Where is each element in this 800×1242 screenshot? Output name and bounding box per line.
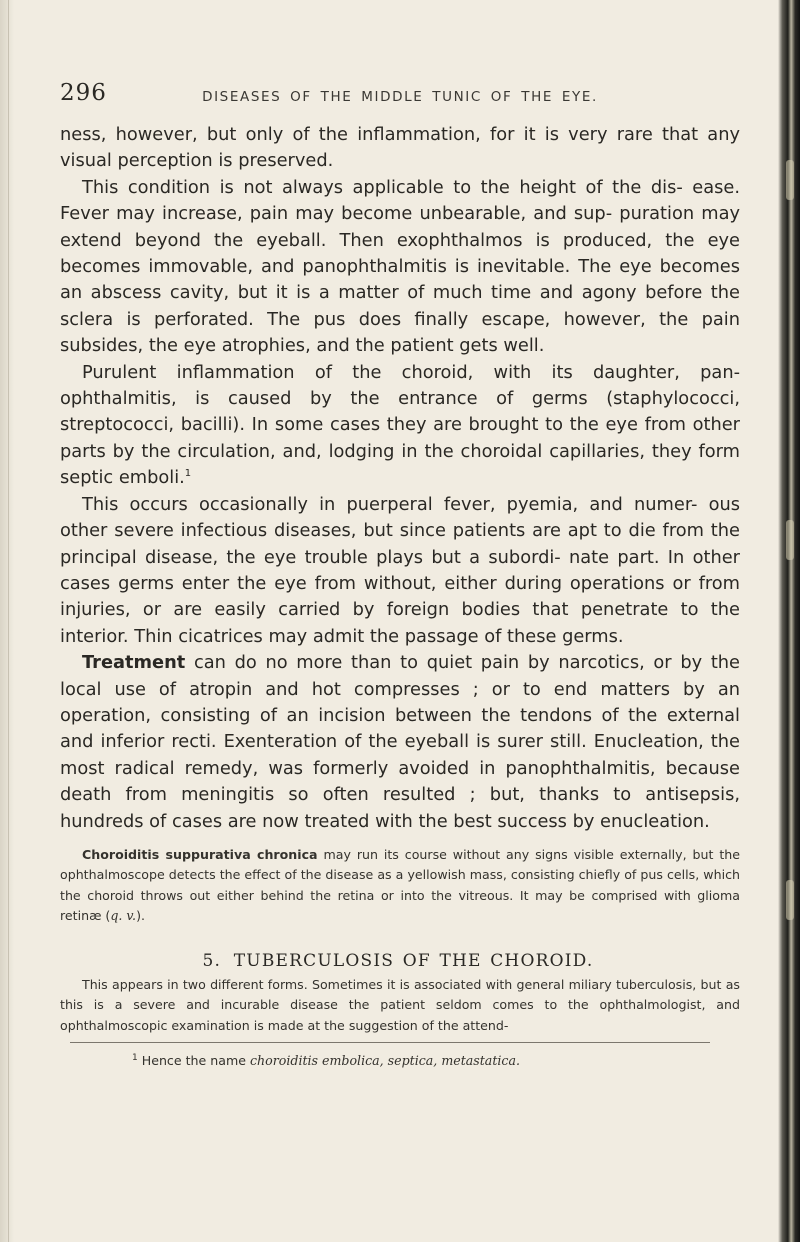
gutter-rule <box>8 0 9 1242</box>
paragraph-text: can do no more than to quiet pain by narcotics, or by the local use of atropin and hot compresses ; or to end matters by an operation, consisting of an incision between the tendons of the external and inferior recti. Exenteration of the eyeball is surer still. Enucleation, the most radical remedy, was formerly avoided in panophthalmitis, because death from meningitis so often resulted ; but, thanks to antisepsis, hundreds of cases are now treated with the best success by enucleation. <box>60 652 740 832</box>
page-left-edge <box>0 0 14 1242</box>
running-title: DISEASES OF THE MIDDLE TUNIC OF THE EYE. <box>202 89 598 105</box>
paragraph-text: This occurs occasionally in puerperal fever, pyemia, and numer- ous other severe infectious diseases, but since patients are apt to die from the principal disease, the eye trouble plays but a subordi- nate part. In other cases germs enter the eye from without, either during operations or from injuries, or are easily carried by foreign bodies that penetrate to the interior. Thin cicatrices may admit the passage of these germs. <box>60 493 740 647</box>
paragraph-tuberculosis <box>60 975 740 1037</box>
footnote <box>60 1051 740 1071</box>
footnote-rule <box>70 1042 710 1043</box>
paragraph-purulent-inflammation <box>60 360 740 492</box>
footnote-reference: 1 <box>184 468 192 480</box>
paragraph-text: Purulent inflammation of the choroid, with its daughter, pan- ophthalmitis, is caused by the entrance of germs (staphylococci, streptococci, bacilli). In some cases they are brought to the eye from other parts by the circulation, and, lodging in the choroidal capillaries, they form septic emboli. <box>60 361 740 489</box>
book-page <box>60 80 740 1071</box>
paragraph-lead: Treatment <box>82 652 186 674</box>
paragraph-text: may run its course without any signs visible externally, but the ophthalmoscope detects the effect of the disease as a yellowish mass, consisting chiefly of pus cells, which the choroid throws out either behind the retina or into the vitreous. It may be comprised with glioma retinæ ( <box>60 846 740 924</box>
paragraph-text: ). <box>136 908 145 924</box>
edge-speck <box>786 520 794 560</box>
paragraph-text: This condition is not always applicable to the height of the dis- ease. Fever may increase, pain may become unbearable, and sup- puration may extend beyond the eyeball. Then exophthalmos is produced, the eye becomes immovable, and panophthalmitis is inevitable. The eye becomes an abscess cavity, but it is a matter of much time and agony before the sclera is perforated. The pus does finally escape, however, the pain subsides, the eye atrophies, and the patient gets well. <box>60 176 740 357</box>
section-title: TUBERCULOSIS OF THE CHOROID. <box>233 950 594 971</box>
body-text <box>60 122 740 835</box>
paragraph-treatment <box>60 650 740 835</box>
paragraph-lead: Choroiditis suppurativa chronica <box>82 846 318 862</box>
paragraph-panophthalmitis <box>60 175 740 360</box>
edge-speck <box>786 880 794 920</box>
paragraph-text: This appears in two different forms. Sometimes it is associated with general miliary tuberculosis, but as this is a severe and incurable disease the patient seldom comes to the ophthalmologist, and ophthalmoscopic examination is made at the suggestion of the attend- <box>60 976 740 1033</box>
paragraph-infection-routes <box>60 492 740 650</box>
footnote-text: Hence the name <box>141 1053 250 1069</box>
page-number: 296 <box>60 80 107 106</box>
footnote-marker: 1 <box>132 1053 138 1064</box>
paragraph-continuation <box>60 122 740 175</box>
cross-reference: q. v. <box>110 908 137 924</box>
page-right-edge <box>778 0 800 1242</box>
section-number: 5. <box>202 950 222 971</box>
footnote-italic: choroiditis embolica, septica, metastatica. <box>250 1053 520 1069</box>
paragraph-chronic-choroiditis <box>60 845 740 927</box>
section-heading <box>60 951 740 971</box>
paragraph-text: ness, however, but only of the inflammation, for it is very rare that any visual perception is preserved. <box>60 124 740 172</box>
running-head <box>60 80 740 110</box>
edge-speck <box>786 160 794 200</box>
